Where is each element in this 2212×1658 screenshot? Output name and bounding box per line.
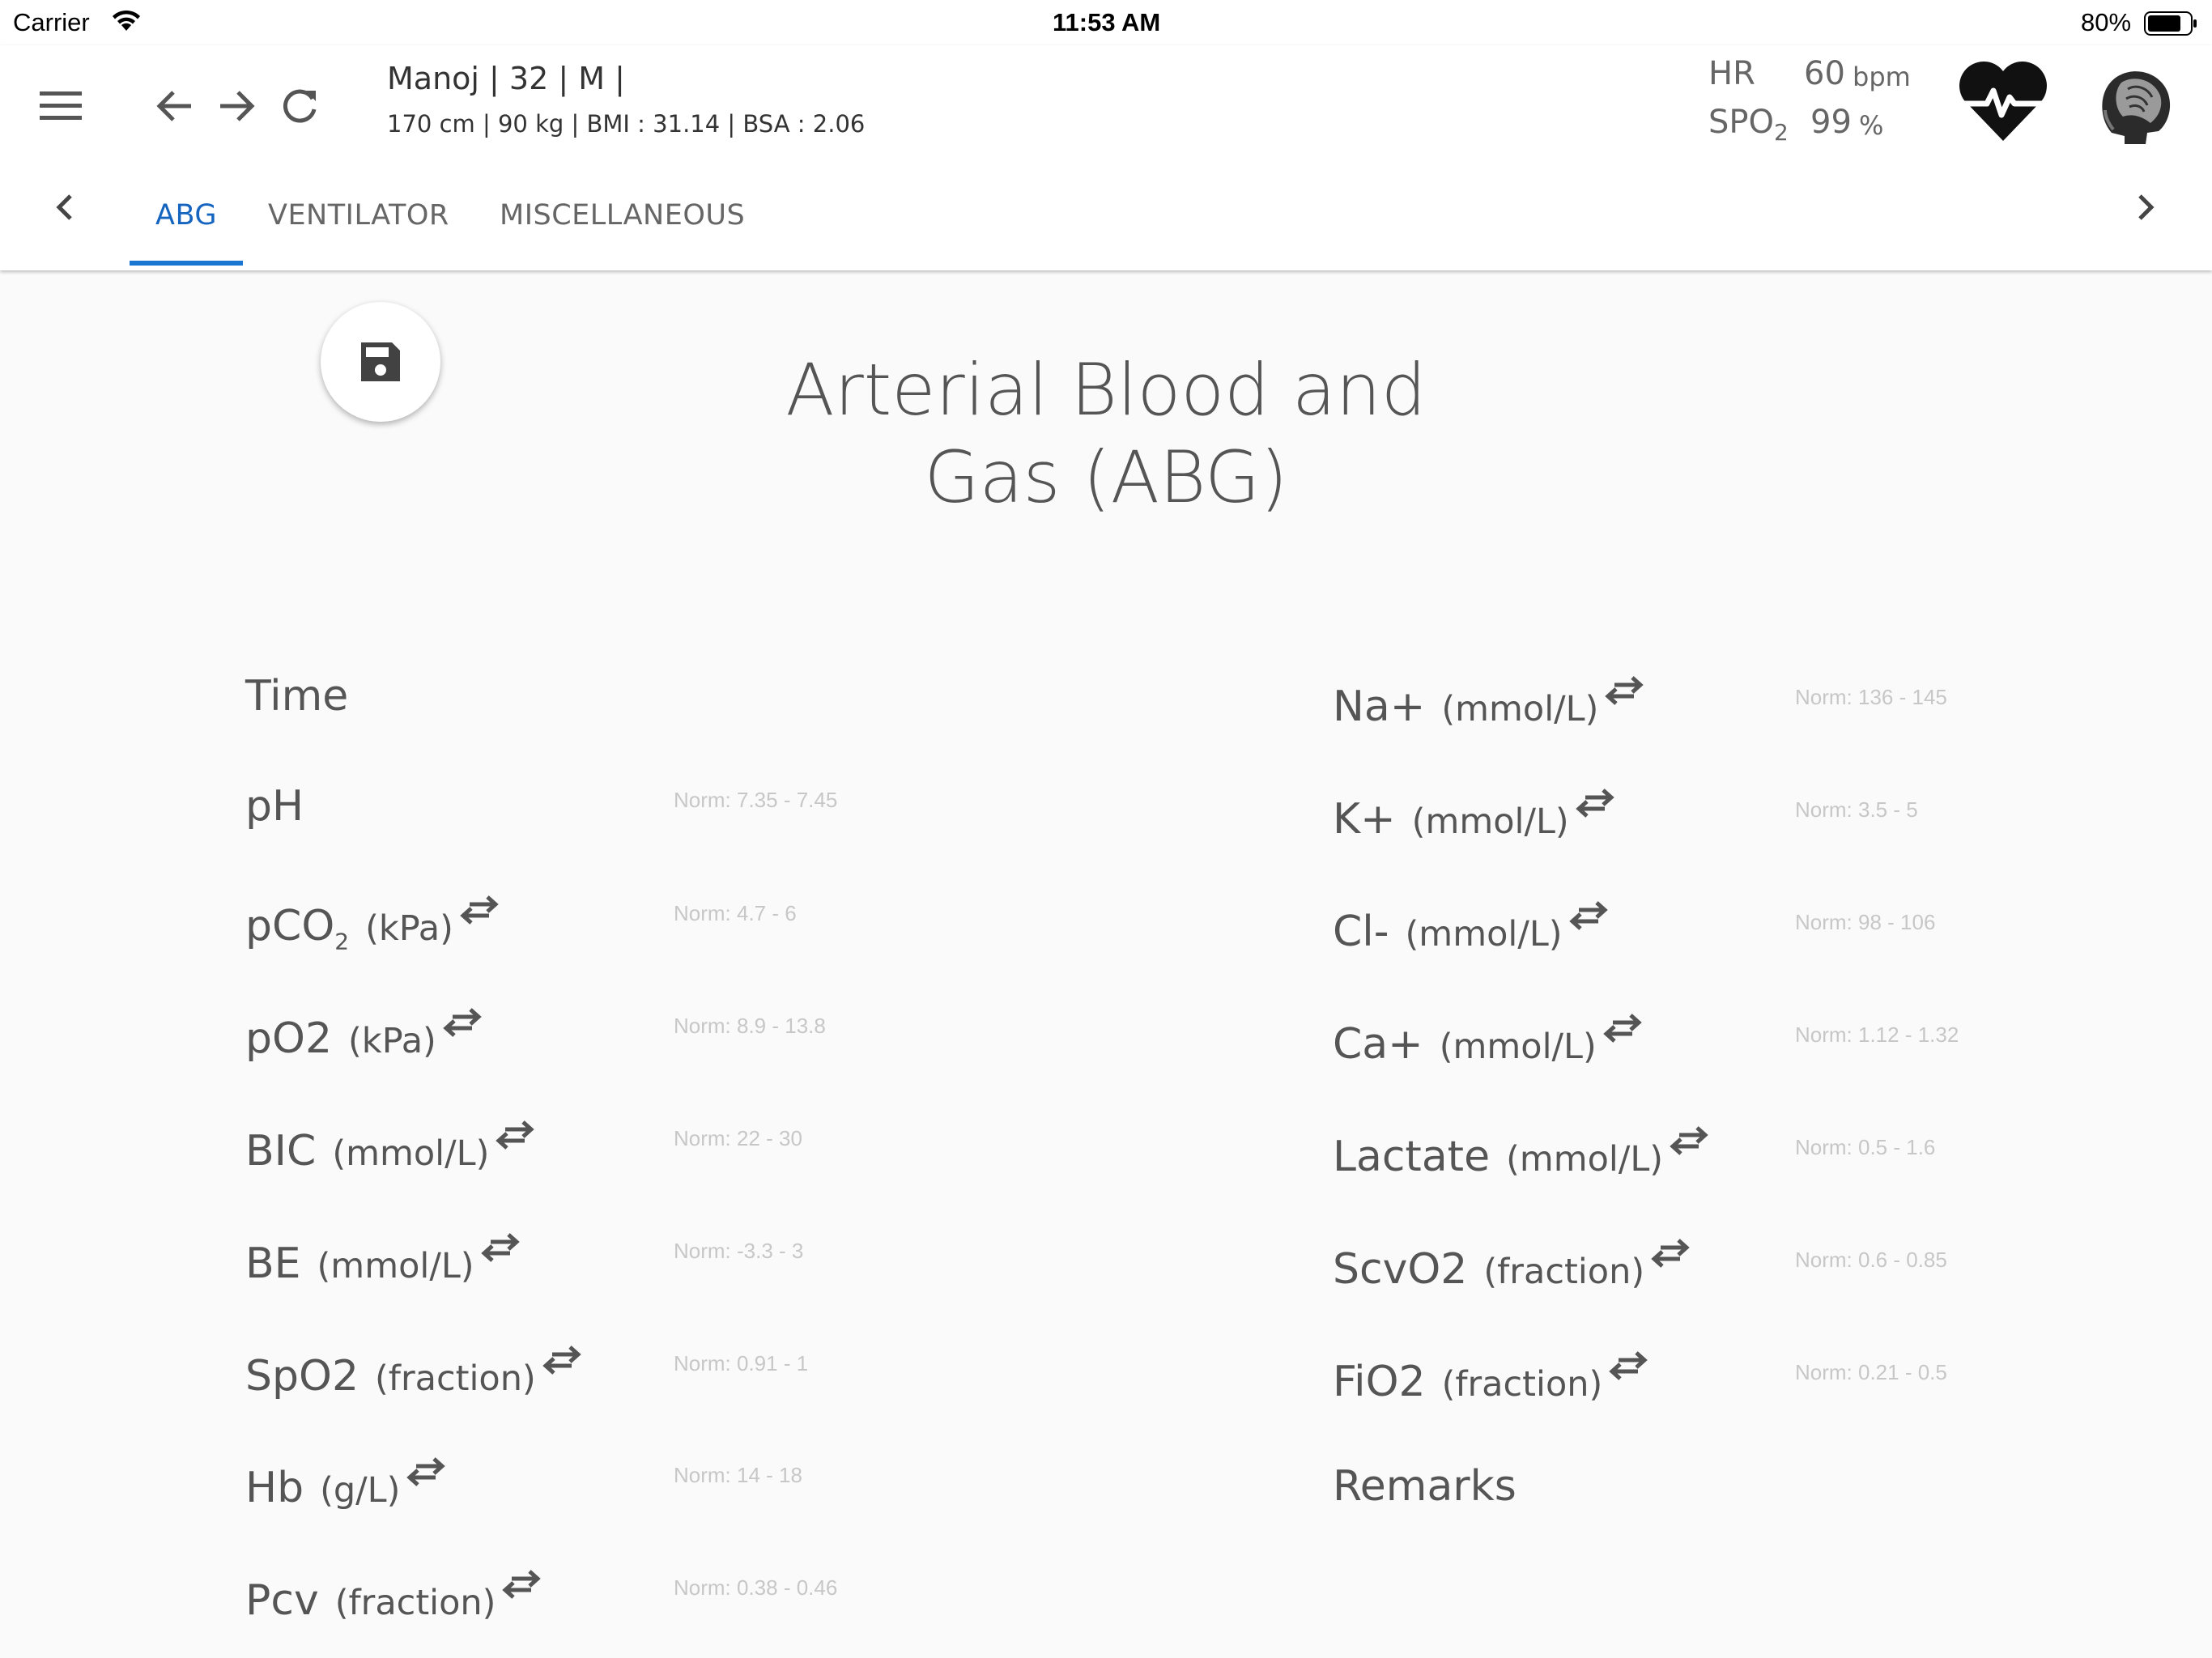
battery-icon: [2144, 11, 2197, 36]
field-pco2[interactable]: pCO$_2$ (kPa): [245, 902, 500, 954]
norm-po2: Norm: 8.9 - 13.8: [674, 1014, 826, 1038]
swap-units-icon[interactable]: [1649, 1238, 1691, 1269]
swap-units-icon[interactable]: [441, 1007, 483, 1038]
patient-measurements: 170 cm | 90 kg | BMI : 31.14 | BSA : 2.06: [387, 110, 866, 138]
norm-ca: Norm: 1.12 - 1.32: [1795, 1022, 1959, 1047]
norm-spo2: Norm: 0.91 - 1: [674, 1351, 809, 1375]
norm-be: Norm: -3.3 - 3: [674, 1239, 804, 1263]
active-tab-indicator: [130, 261, 243, 266]
hr-unit: bpm: [1853, 62, 1911, 92]
field-spo2[interactable]: SpO2 (fraction): [245, 1352, 583, 1401]
field-po2[interactable]: pO2 (kPa): [245, 1014, 483, 1063]
field-time[interactable]: Time: [245, 672, 349, 721]
wifi-icon: [110, 8, 143, 34]
field-lactate[interactable]: Lactate (mmol/L): [1333, 1133, 1710, 1181]
swap-units-icon[interactable]: [1607, 1350, 1649, 1381]
spo2-label: $SPO_2$: [1708, 104, 1789, 146]
menu-icon[interactable]: [32, 78, 89, 134]
swap-units-icon[interactable]: [1568, 900, 1610, 931]
swap-units-icon[interactable]: [541, 1345, 583, 1375]
tab-miscellaneous[interactable]: MISCELLANEOUS: [500, 199, 746, 232]
swap-units-icon[interactable]: [458, 895, 500, 925]
heart-rate-icon[interactable]: [1958, 62, 2048, 142]
swap-units-icon[interactable]: [1602, 1013, 1644, 1044]
field-hb[interactable]: Hb (g/L): [245, 1464, 447, 1512]
field-pcv[interactable]: Pcv (fraction): [245, 1576, 542, 1625]
tabs-scroll-right-button[interactable]: [2121, 183, 2170, 232]
norm-fio2: Norm: 0.21 - 0.5: [1795, 1360, 1947, 1384]
swap-units-icon[interactable]: [500, 1569, 542, 1600]
norm-pco2: Norm: 4.7 - 6: [674, 901, 797, 925]
battery-percent: 80%: [2081, 8, 2132, 36]
swap-units-icon[interactable]: [1603, 675, 1645, 706]
norm-pcv: Norm: 0.38 - 0.46: [674, 1575, 838, 1600]
field-k[interactable]: K+ (mmol/L): [1333, 795, 1616, 844]
field-fio2[interactable]: FiO2 (fraction): [1333, 1358, 1649, 1406]
swap-units-icon[interactable]: [479, 1232, 521, 1263]
norm-k: Norm: 3.5 - 5: [1795, 797, 1918, 822]
field-na[interactable]: Na+ (mmol/L): [1333, 682, 1645, 731]
spo2-value: 99: [1810, 104, 1852, 141]
field-ph[interactable]: pH: [245, 782, 304, 831]
brain-scan-avatar[interactable]: [2089, 60, 2176, 147]
field-cl[interactable]: Cl- (mmol/L): [1333, 908, 1610, 956]
refresh-icon[interactable]: [272, 78, 329, 134]
tab-abg[interactable]: ABG: [155, 199, 217, 232]
field-bic[interactable]: BIC (mmol/L): [245, 1127, 536, 1175]
norm-hb: Norm: 14 - 18: [674, 1463, 802, 1487]
tabs-scroll-left-button[interactable]: [40, 183, 89, 232]
norm-bic: Norm: 22 - 30: [674, 1126, 802, 1150]
norm-scvo2: Norm: 0.6 - 0.85: [1795, 1248, 1947, 1272]
swap-units-icon[interactable]: [1574, 788, 1616, 818]
clock: 11:53 AM: [1053, 8, 1161, 36]
norm-cl: Norm: 98 - 106: [1795, 910, 1936, 934]
hr-value: 60: [1804, 55, 1845, 92]
field-be[interactable]: BE (mmol/L): [245, 1239, 521, 1288]
forward-arrow-icon[interactable]: [209, 78, 266, 134]
patient-summary: Manoj | 32 | M |: [387, 61, 625, 96]
swap-units-icon[interactable]: [494, 1120, 536, 1150]
status-bar: [0, 0, 2212, 45]
app-header: [0, 45, 2212, 270]
save-icon: [359, 341, 402, 383]
spo2-unit: %: [1859, 110, 1884, 141]
hr-label: HR: [1708, 55, 1755, 92]
norm-na: Norm: 136 - 145: [1795, 685, 1947, 709]
back-arrow-icon[interactable]: [146, 78, 202, 134]
tab-ventilator[interactable]: VENTILATOR: [268, 199, 449, 232]
carrier-label: Carrier: [13, 8, 90, 36]
page-title: Arterial Blood and Gas (ABG): [785, 348, 1427, 519]
swap-units-icon[interactable]: [405, 1456, 447, 1487]
swap-units-icon[interactable]: [1668, 1125, 1710, 1156]
norm-ph: Norm: 7.35 - 7.45: [674, 788, 838, 812]
field-remarks[interactable]: Remarks: [1333, 1462, 1516, 1511]
field-scvo2[interactable]: ScvO2 (fraction): [1333, 1245, 1691, 1294]
field-ca[interactable]: Ca+ (mmol/L): [1333, 1020, 1644, 1069]
norm-lactate: Norm: 0.5 - 1.6: [1795, 1135, 1936, 1159]
save-button[interactable]: [321, 302, 440, 422]
